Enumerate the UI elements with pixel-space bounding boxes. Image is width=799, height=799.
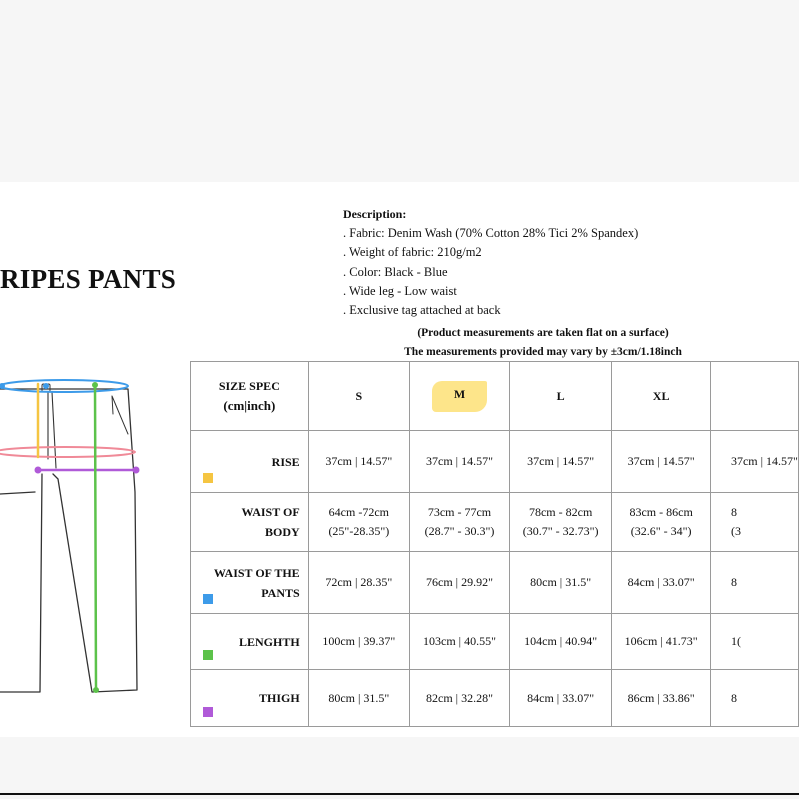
description-line: . Weight of fabric: 210g/m2 (343, 245, 482, 260)
highlighted-size-label: M (432, 381, 487, 412)
waist-measure-line (0, 380, 128, 392)
thigh-color-marker (203, 707, 213, 717)
cell-inch: (32.6" - 34") (630, 524, 692, 538)
bottom-divider (0, 793, 799, 795)
table-header-row (191, 362, 799, 431)
size-chart-sheet (0, 182, 799, 737)
size-header-xl: XL (612, 362, 711, 431)
table-cell: 106cm | 41.73" (612, 614, 711, 670)
size-spec-title: SIZE SPEC (218, 379, 280, 393)
cell-inch: (28.7" - 30.3") (424, 524, 495, 538)
size-header-m (409, 362, 509, 431)
description-block (343, 205, 638, 320)
length-top-marker (92, 382, 98, 388)
description-line: . Exclusive tag attached at back (343, 303, 501, 318)
table-cell: 37cm | 14.57" (612, 431, 711, 493)
table-cell: 80cm | 31.5" (509, 552, 611, 614)
pants-inner-leg (0, 474, 42, 692)
measurement-note: (Product measurements are taken flat on a surface) (417, 327, 669, 339)
table-cell (509, 493, 611, 552)
length-measure-line (95, 384, 96, 690)
table-cell: 84cm | 33.07" (509, 670, 611, 727)
description-line: . Wide leg - Low waist (343, 283, 457, 298)
hip-measure-line (0, 447, 135, 457)
table-cell (612, 493, 711, 552)
table-cell: 100cm | 39.37" (308, 614, 409, 670)
table-cell: 80cm | 31.5" (308, 670, 409, 727)
product-title: RIPES PANTS (0, 264, 177, 294)
table-cell: 8 (710, 552, 798, 614)
table-cell (409, 493, 509, 552)
row-label-thigh (191, 670, 309, 727)
row-label-text: WAIST OF THE (213, 565, 300, 580)
table-cell (710, 493, 798, 552)
table-cell: 37cm | 14.57" (409, 431, 509, 493)
description-heading: Description: (343, 207, 407, 221)
thigh-left-marker (35, 467, 42, 474)
table-cell: 76cm | 29.92" (409, 552, 509, 614)
row-label-text: RISE (271, 454, 300, 469)
cell-cm: 78cm - 82cm (528, 505, 593, 519)
cell-cm: 83cm - 86cm (629, 505, 693, 519)
table-row (191, 614, 799, 670)
table-cell: 37cm | 14.57" (308, 431, 409, 493)
size-header-l: L (509, 362, 611, 431)
description-line: . Fabric: Denim Wash (70% Cotton 28% Tici 2% Spandex) (343, 226, 639, 241)
length-bottom-marker (93, 687, 99, 693)
cell-inch: (30.7" - 32.73") (522, 524, 599, 538)
row-label-waist-of-body (191, 493, 309, 552)
row-label-rise (191, 431, 309, 493)
table-cell: 104cm | 40.94" (509, 614, 611, 670)
table-cell: 72cm | 28.35" (308, 552, 409, 614)
description-line: . Color: Black - Blue (343, 264, 448, 279)
top-background (0, 0, 799, 182)
table-cell: 86cm | 33.86" (612, 670, 711, 727)
size-table (190, 361, 799, 727)
cell-inch: (3 (730, 524, 741, 538)
pants-outline (0, 389, 137, 692)
waist-color-marker (203, 594, 213, 604)
row-label-text: WAIST OF (241, 505, 300, 519)
size-header-s: S (308, 362, 409, 431)
row-label-text: THIGH (259, 691, 300, 705)
measurement-variance-note: The measurements provided may vary by ±3cm/1.18inch (404, 346, 682, 358)
length-color-marker (203, 650, 213, 660)
table-cell: 82cm | 32.28" (409, 670, 509, 727)
bottom-background (0, 737, 799, 799)
pants-diagram (0, 374, 185, 704)
table-row (191, 552, 799, 614)
table-row (191, 670, 799, 727)
table-cell: 103cm | 40.55" (409, 614, 509, 670)
table-cell: 37cm | 14.57" (710, 431, 798, 493)
table-cell: 37cm | 14.57" (509, 431, 611, 493)
cell-cm: 8 (730, 505, 737, 519)
waist-button-marker (43, 383, 49, 389)
row-label-waist-of-the-pants (191, 552, 309, 614)
row-label-text: PANTS (261, 585, 300, 600)
cell-cm: 73cm - 77cm (427, 505, 492, 519)
pants-pocket (112, 396, 128, 434)
rise-color-marker (203, 473, 213, 483)
cell-cm: 64cm -72cm (328, 505, 389, 519)
cell-inch: (25"-28.35") (328, 524, 390, 538)
row-label-text: BODY (265, 525, 300, 539)
table-row (191, 493, 799, 552)
size-spec-header (191, 362, 309, 431)
thigh-right-marker (133, 467, 140, 474)
table-cell: 84cm | 33.07" (612, 552, 711, 614)
table-cell: 1( (710, 614, 798, 670)
table-cell (308, 493, 409, 552)
size-header-cut (710, 362, 798, 431)
table-cell: 8 (710, 670, 798, 727)
size-spec-unit: (cm|inch) (223, 398, 276, 413)
row-label-length (191, 614, 309, 670)
table-row (191, 431, 799, 493)
row-label-text: LENGHTH (239, 634, 300, 649)
